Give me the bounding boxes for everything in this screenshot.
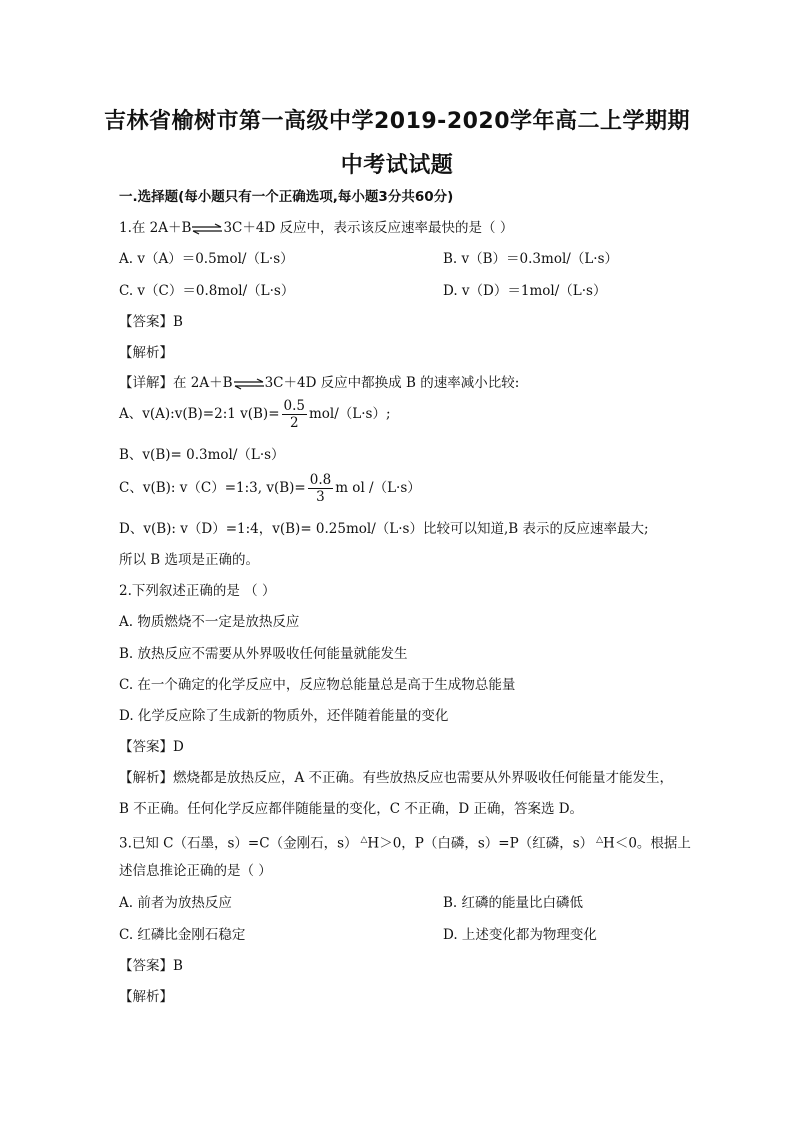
q3-stem-line-2: 述信息推论正确的是（ ）	[119, 863, 272, 879]
q3-option-b: B. 红磷的能量比白磷低	[443, 895, 584, 911]
q1-line-a-pre: A、v(A):v(B)=2:1 v(B)=	[119, 406, 280, 422]
equilibrium-arrow-icon	[191, 223, 223, 235]
q2-option-d: D. 化学反应除了生成新的物质外，还伴随着能量的变化	[119, 708, 449, 724]
q1-conclusion: 所以 B 选项是正确的。	[119, 552, 260, 568]
q1-option-c: C. v（C）＝0.8mol/（L·s）	[119, 283, 295, 299]
q1-line-a-post: mol/（L·s）;	[309, 406, 391, 422]
q1-stem-pre: 1.在 2A＋B	[119, 220, 192, 236]
fraction-numerator: 0.5	[283, 398, 305, 414]
fraction-denominator: 2	[289, 415, 299, 431]
q2-analysis-line-2: B 不正确。任何化学反应都伴随能量的变化，C 不正确，D 正确，答案选 D。	[119, 801, 584, 817]
q1-stem-post: 3C＋4D 反应中，表示该反应速率最快的是（ ）	[223, 220, 514, 236]
q3-stem-part-2: H＞0，P（白磷，s）=P（红磷，s）	[367, 835, 594, 852]
q3-analysis-label: 【解析】	[119, 989, 173, 1005]
delta-symbol: △	[596, 835, 604, 845]
q1-analysis-label: 【解析】	[119, 345, 173, 361]
q1-option-d: D. v（D）＝1mol/（L·s）	[443, 283, 607, 299]
q1-option-a: A. v（A）＝0.5mol/（L·s）	[119, 251, 294, 267]
q2-answer: 【答案】D	[119, 739, 184, 755]
fraction-denominator: 3	[316, 489, 325, 505]
q1-line-b: B、v(B)= 0.3mol/（L·s）	[119, 447, 285, 463]
q1-line-d: D、v(B): v（D）=1:4，v(B)= 0.25mol/（L·s）比较可以知道,B 表示的反应速率最大;	[119, 521, 649, 537]
q1-line-c-post: m ol /（L·s）	[335, 480, 421, 496]
q1-detail-pre: 【详解】在 2A＋B	[119, 375, 233, 391]
q1-detail	[119, 374, 519, 392]
q1-line-a	[119, 398, 391, 431]
section-heading: 一.选择题(每小题只有一个正确选项,每小题3分共60分)	[119, 189, 454, 205]
document-title-line-1: 吉林省榆树市第一高级中学2019-2020学年高二上学期期	[103, 109, 691, 134]
q1-line-c-pre: C、v(B): v（C）=1:3, v(B)=	[119, 480, 306, 496]
equilibrium-arrow-icon	[233, 378, 265, 390]
q3-option-d: D. 上述变化都为物理变化	[443, 927, 597, 943]
fraction	[308, 472, 333, 505]
q3-option-c: C. 红磷比金刚石稳定	[119, 927, 246, 943]
q2-option-b: B. 放热反应不需要从外界吸收任何能量就能发生	[119, 646, 408, 662]
q3-stem-line-1	[119, 831, 691, 853]
q3-option-a: A. 前者为放热反应	[119, 895, 232, 911]
q3-stem-part-3: H＜0。根据上	[603, 835, 691, 852]
q2-option-c: C. 在一个确定的化学反应中，反应物总能量总是高于生成物总能量	[119, 677, 516, 693]
fraction-numerator: 0.8	[309, 472, 332, 488]
delta-symbol: △	[360, 835, 368, 845]
fraction	[282, 398, 307, 431]
q2-analysis-line-1: 【解析】燃烧都是放热反应，A 不正确。有些放热反应也需要从外界吸收任何能量才能发生，	[119, 770, 674, 786]
q1-detail-post: 3C＋4D 反应中都换成 B 的速率减小比较:	[264, 375, 520, 391]
q2-stem: 2.下列叙述正确的是 （ ）	[119, 583, 276, 599]
q2-option-a: A. 物质燃烧不一定是放热反应	[119, 614, 300, 630]
q1-option-b: B. v（B）＝0.3mol/（L·s）	[443, 251, 618, 267]
document-title-line-2: 中考试试题	[340, 153, 454, 178]
q1-stem	[119, 219, 513, 237]
q1-line-c	[119, 472, 421, 505]
q3-answer: 【答案】B	[119, 958, 183, 974]
q3-stem-part-1: 3.已知 C（石墨，s）=C（金刚石，s）	[119, 835, 358, 852]
q1-answer: 【答案】B	[119, 314, 183, 330]
